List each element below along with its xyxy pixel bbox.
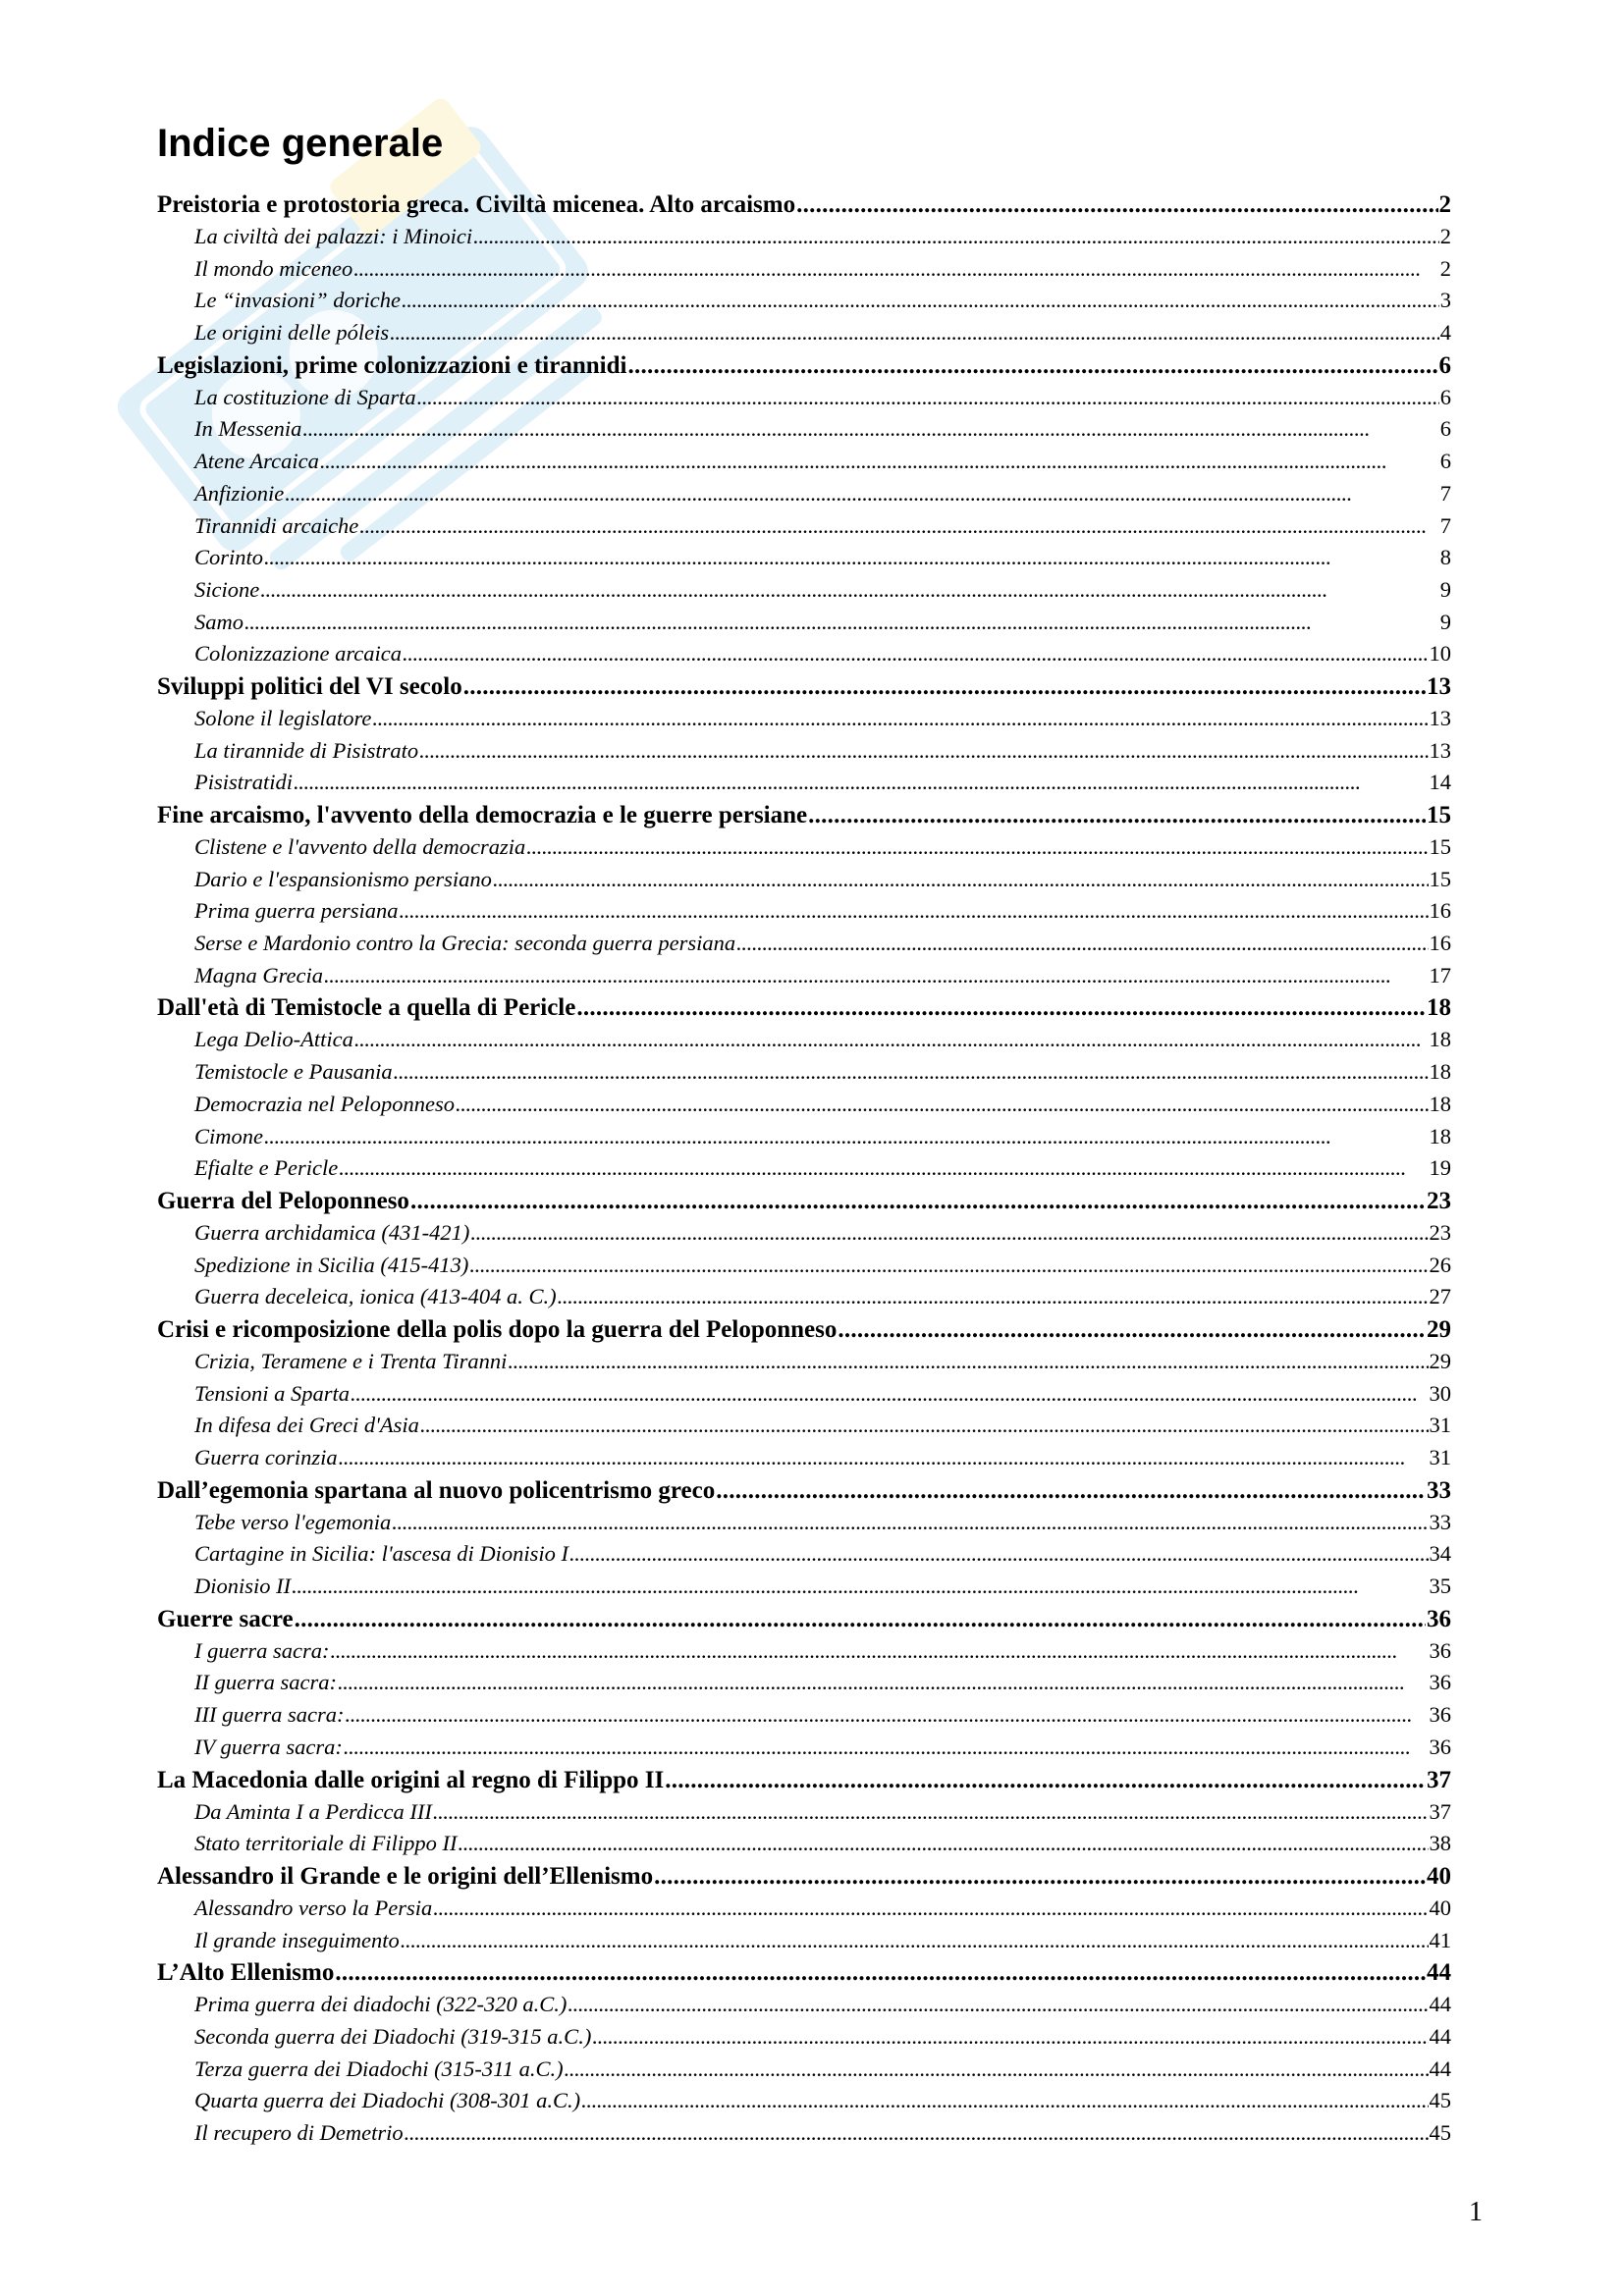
chapter-page-number: 13 [1427, 672, 1451, 700]
dot-leader [463, 670, 1426, 703]
chapter-title: Fine arcaismo, l'avvento della democrazia e le guerre persiane [157, 802, 808, 828]
chapter-title: Crisi e ricomposizione della polis dopo la guerra del Peloponneso [157, 1315, 838, 1343]
section-title: Atene Arcaica [194, 449, 319, 474]
toc-section-entry[interactable] [157, 1089, 1451, 1121]
toc-section-entry[interactable] [157, 446, 1451, 478]
dot-leader [665, 1764, 1426, 1796]
section-title: Democrazia nel Peloponneso [194, 1091, 455, 1116]
section-title: Corinto [194, 545, 264, 570]
dot-leader [392, 1507, 1428, 1539]
toc-section-entry[interactable] [157, 1571, 1451, 1603]
section-page-number: 36 [1429, 1734, 1451, 1759]
toc-chapter-entry[interactable] [157, 349, 1451, 382]
section-page-number: 13 [1429, 705, 1451, 730]
dot-leader [264, 542, 1439, 574]
section-page-number: 44 [1429, 1992, 1451, 2017]
dot-leader [417, 382, 1439, 414]
dot-leader [338, 1667, 1429, 1699]
section-page-number: 38 [1429, 1831, 1451, 1856]
section-title: Dionisio II [194, 1574, 292, 1599]
section-page-number: 36 [1429, 1637, 1451, 1663]
section-page-number: 44 [1429, 2056, 1451, 2081]
section-title: Magna Grecia [194, 962, 324, 988]
toc-section-entry[interactable] [157, 253, 1451, 286]
chapter-page-number: 29 [1427, 1315, 1451, 1343]
dot-leader [569, 1538, 1428, 1571]
toc-section-entry[interactable] [157, 413, 1451, 446]
dot-leader [353, 253, 1439, 286]
section-page-number: 34 [1429, 1541, 1451, 1567]
toc-section-entry[interactable] [157, 1217, 1451, 1250]
chapter-page-number: 15 [1427, 802, 1451, 828]
chapter-title: La Macedonia dalle origini al regno di Filippo II [157, 1766, 665, 1793]
section-page-number: 10 [1429, 641, 1451, 667]
section-page-number: 15 [1429, 834, 1451, 859]
section-title: Temistocle e Pausania [194, 1059, 393, 1085]
dot-leader [470, 1217, 1428, 1250]
toc-section-entry[interactable] [157, 1442, 1451, 1474]
toc-chapter-entry[interactable] [157, 799, 1451, 831]
dot-leader [294, 767, 1428, 799]
toc-section-entry[interactable] [157, 703, 1451, 735]
dot-leader [736, 928, 1428, 960]
toc-section-entry[interactable] [157, 1378, 1451, 1411]
section-title: Guerra corinzia [194, 1445, 338, 1469]
section-page-number: 2 [1439, 255, 1451, 281]
table-of-contents [157, 188, 1451, 2150]
section-title: Il recupero di Demetrio [194, 2120, 404, 2145]
toc-section-entry[interactable] [157, 510, 1451, 543]
toc-section-entry[interactable] [157, 2021, 1451, 2054]
chapter-page-number: 37 [1427, 1766, 1451, 1793]
section-title: Dario e l'espansionismo persiano [194, 866, 492, 891]
section-page-number: 40 [1429, 1895, 1451, 1920]
toc-section-entry[interactable] [157, 895, 1451, 928]
dot-leader [354, 1024, 1429, 1056]
toc-section-entry[interactable] [157, 2085, 1451, 2117]
section-page-number: 31 [1429, 1413, 1451, 1438]
section-title: Le “invasioni” doriche [194, 288, 402, 313]
toc-section-entry[interactable] [157, 607, 1451, 639]
toc-chapter-entry[interactable] [157, 1474, 1451, 1507]
chapter-page-number: 40 [1427, 1862, 1451, 1890]
toc-section-entry[interactable] [157, 1410, 1451, 1442]
toc-section-entry[interactable] [157, 767, 1451, 799]
section-title: La costituzione di Sparta [194, 384, 416, 409]
dot-leader [493, 864, 1429, 896]
toc-section-entry[interactable] [157, 831, 1451, 864]
section-title: Tirannidi arcaiche [194, 512, 359, 538]
section-page-number: 36 [1429, 1702, 1451, 1728]
dot-leader [456, 1089, 1429, 1121]
chapter-page-number: 33 [1427, 1476, 1451, 1504]
section-title: Solone il legislatore [194, 705, 372, 730]
dot-leader [394, 1056, 1429, 1089]
toc-section-entry[interactable] [157, 1828, 1451, 1860]
dot-leader [405, 2117, 1429, 2150]
section-page-number: 27 [1429, 1284, 1451, 1309]
toc-section-entry[interactable] [157, 285, 1451, 317]
section-title: IV guerra sacra: [194, 1734, 343, 1759]
section-title: Efialte e Pericle [194, 1155, 339, 1181]
section-page-number: 45 [1429, 2088, 1451, 2113]
section-page-number: 4 [1439, 320, 1451, 346]
section-title: Il mondo miceneo [194, 255, 353, 281]
toc-section-entry[interactable] [157, 1732, 1451, 1764]
section-page-number: 7 [1439, 512, 1451, 538]
toc-section-entry[interactable] [157, 382, 1451, 414]
dot-leader [330, 1635, 1428, 1668]
dot-leader [244, 607, 1439, 639]
section-page-number: 37 [1429, 1798, 1451, 1824]
chapter-title: Legislazioni, prime colonizzazioni e tirannidi [157, 351, 627, 379]
section-title: La civiltà dei palazzi: i Minoici [194, 224, 473, 248]
dot-leader [292, 1571, 1428, 1603]
section-page-number: 15 [1429, 866, 1451, 891]
toc-section-entry[interactable] [157, 1250, 1451, 1282]
dot-leader [716, 1474, 1426, 1507]
toc-section-entry[interactable] [157, 1893, 1451, 1925]
dot-leader [627, 349, 1437, 382]
section-page-number: 18 [1429, 1027, 1451, 1052]
section-title: Quarta guerra dei Diadochi (308-301 a.C.) [194, 2088, 581, 2113]
dot-leader [403, 638, 1428, 670]
dot-leader [838, 1313, 1426, 1346]
page-number: 1 [1469, 2197, 1483, 2227]
section-page-number: 41 [1429, 1927, 1451, 1952]
chapter-title: Dall’egemonia spartana al nuovo policentrismo greco [157, 1476, 716, 1504]
section-title: Spedizione in Sicilia (415-413) [194, 1252, 469, 1277]
toc-chapter-entry[interactable] [157, 1956, 1451, 1989]
section-page-number: 35 [1429, 1574, 1451, 1599]
section-page-number: 19 [1429, 1155, 1451, 1181]
section-title: Anfizionie [194, 480, 285, 506]
chapter-page-number: 23 [1427, 1187, 1451, 1214]
chapter-page-number: 18 [1427, 994, 1451, 1022]
section-title: In Messenia [194, 416, 302, 442]
section-page-number: 18 [1429, 1091, 1451, 1116]
section-page-number: 9 [1439, 609, 1451, 634]
section-page-number: 33 [1429, 1509, 1451, 1534]
section-title: Cimone [194, 1123, 263, 1148]
toc-section-entry[interactable] [157, 1635, 1451, 1668]
section-title: Pisistratidi [194, 770, 294, 795]
section-title: Alessandro verso la Persia [194, 1895, 433, 1920]
section-title: Tensioni a Sparta [194, 1380, 350, 1406]
section-title: In difesa dei Greci d'Asia [194, 1413, 419, 1438]
chapter-page-number: 6 [1438, 351, 1451, 379]
dot-leader [581, 2085, 1428, 2117]
section-page-number: 31 [1429, 1445, 1451, 1469]
section-page-number: 16 [1429, 931, 1451, 956]
toc-section-entry[interactable] [157, 1152, 1451, 1185]
section-page-number: 29 [1429, 1348, 1451, 1373]
dot-leader [469, 1250, 1428, 1282]
page-title: Indice generale [157, 122, 444, 165]
toc-section-entry[interactable] [157, 1667, 1451, 1699]
dot-leader [345, 1699, 1428, 1732]
chapter-title: Guerra del Peloponneso [157, 1187, 409, 1214]
toc-chapter-entry[interactable] [157, 1764, 1451, 1796]
toc-chapter-entry[interactable] [157, 1313, 1451, 1346]
section-page-number: 23 [1429, 1219, 1451, 1245]
dot-leader [410, 1185, 1426, 1217]
dot-leader [295, 1603, 1426, 1635]
dot-leader [285, 478, 1439, 510]
section-title: Crizia, Teramene e i Trenta Tiranni [194, 1348, 508, 1373]
dot-leader [654, 1860, 1426, 1893]
dot-leader [526, 831, 1428, 864]
section-title: Samo [194, 609, 243, 634]
dot-leader [320, 446, 1439, 478]
chapter-page-number: 2 [1438, 191, 1451, 218]
section-page-number: 44 [1429, 2023, 1451, 2049]
section-title: III guerra sacra: [194, 1702, 345, 1728]
section-title: Da Aminta I a Perdicca III [194, 1798, 432, 1824]
toc-section-entry[interactable] [157, 1281, 1451, 1313]
dot-leader [508, 1346, 1428, 1378]
section-title: Colonizzazione arcaica [194, 641, 403, 667]
section-title: Il grande inseguimento [194, 1927, 400, 1952]
toc-section-entry[interactable] [157, 221, 1451, 253]
section-title: Tebe verso l'egemonia [194, 1509, 392, 1534]
dot-leader [351, 1378, 1429, 1411]
section-page-number: 13 [1429, 737, 1451, 763]
chapter-page-number: 44 [1427, 1959, 1451, 1987]
toc-section-entry[interactable] [157, 1989, 1451, 2021]
section-page-number: 45 [1429, 2120, 1451, 2145]
toc-section-entry[interactable] [157, 1796, 1451, 1829]
toc-section-entry[interactable] [157, 317, 1451, 349]
chapter-page-number: 36 [1427, 1605, 1451, 1632]
dot-leader [264, 1121, 1429, 1153]
dot-leader [335, 1956, 1426, 1989]
toc-section-entry[interactable] [157, 1925, 1451, 1957]
section-title: Lega Delio-Attica [194, 1027, 353, 1052]
dot-leader [576, 991, 1426, 1024]
toc-section-entry[interactable] [157, 1699, 1451, 1732]
toc-section-entry[interactable] [157, 2117, 1451, 2150]
section-page-number: 6 [1439, 384, 1451, 409]
section-title: Cartagine in Sicilia: l'ascesa di Dionisio I [194, 1541, 569, 1567]
dot-leader [558, 1281, 1429, 1313]
dot-leader [796, 188, 1437, 221]
chapter-title: Sviluppi politici del VI secolo [157, 672, 462, 700]
section-title: Le origini delle póleis [194, 320, 390, 346]
section-page-number: 18 [1429, 1123, 1451, 1148]
section-title: Guerra archidamica (431-421) [194, 1219, 470, 1245]
section-title: Terza guerra dei Diadochi (315-311 a.C.) [194, 2056, 564, 2081]
section-page-number: 16 [1429, 898, 1451, 924]
toc-section-entry[interactable] [157, 574, 1451, 607]
toc-chapter-entry[interactable] [157, 991, 1451, 1024]
dot-leader [419, 735, 1428, 768]
section-title: Prima guerra persiana [194, 898, 399, 924]
section-page-number: 30 [1429, 1380, 1451, 1406]
section-title: Sicione [194, 576, 260, 602]
toc-section-entry[interactable] [157, 1024, 1451, 1056]
section-title: Stato territoriale di Filippo II [194, 1831, 458, 1856]
toc-section-entry[interactable] [157, 478, 1451, 510]
section-page-number: 9 [1439, 576, 1451, 602]
section-title: La tirannide di Pisistrato [194, 737, 419, 763]
toc-section-entry[interactable] [157, 1121, 1451, 1153]
chapter-title: Preistoria e protostoria greca. Civiltà micenea. Alto arcaismo [157, 191, 796, 218]
dot-leader [339, 1442, 1429, 1474]
dot-leader [260, 574, 1439, 607]
section-page-number: 8 [1439, 545, 1451, 570]
dot-leader [400, 895, 1429, 928]
dot-leader [390, 317, 1439, 349]
toc-chapter-entry[interactable] [157, 1185, 1451, 1217]
toc-section-entry[interactable] [157, 1507, 1451, 1539]
dot-leader [592, 2021, 1428, 2054]
toc-chapter-entry[interactable] [157, 670, 1451, 703]
section-title: Serse e Mardonio contro la Grecia: seconda guerra persiana [194, 931, 736, 956]
toc-section-entry[interactable] [157, 928, 1451, 960]
dot-leader [433, 1796, 1429, 1829]
section-page-number: 26 [1429, 1252, 1451, 1277]
section-page-number: 17 [1429, 962, 1451, 988]
dot-leader [568, 1989, 1428, 2021]
toc-section-entry[interactable] [157, 960, 1451, 992]
section-page-number: 36 [1429, 1670, 1451, 1695]
dot-leader [344, 1732, 1429, 1764]
toc-chapter-entry[interactable] [157, 188, 1451, 221]
chapter-title: Dall'età di Temistocle a quella di Pericle [157, 994, 576, 1022]
chapter-title: Alessandro il Grande e le origini dell’Ellenismo [157, 1862, 654, 1890]
section-page-number: 6 [1439, 449, 1451, 474]
section-title: II guerra sacra: [194, 1670, 337, 1695]
dot-leader [433, 1893, 1428, 1925]
section-title: Prima guerra dei diadochi (322-320 a.C.) [194, 1992, 568, 2017]
dot-leader [565, 2054, 1429, 2086]
toc-section-entry[interactable] [157, 542, 1451, 574]
section-title: Clistene e l'avvento della democrazia [194, 834, 526, 859]
section-page-number: 7 [1439, 480, 1451, 506]
section-title: Guerra deceleica, ionica (413-404 a. C.) [194, 1284, 557, 1309]
toc-chapter-entry[interactable] [157, 1603, 1451, 1635]
dot-leader [401, 1925, 1429, 1957]
toc-section-entry[interactable] [157, 1538, 1451, 1571]
section-page-number: 14 [1429, 770, 1451, 795]
dot-leader [372, 703, 1428, 735]
toc-section-entry[interactable] [157, 638, 1451, 670]
section-page-number: 18 [1429, 1059, 1451, 1085]
dot-leader [402, 285, 1439, 317]
toc-section-entry[interactable] [157, 864, 1451, 896]
toc-section-entry[interactable] [157, 1056, 1451, 1089]
toc-chapter-entry[interactable] [157, 1860, 1451, 1893]
dot-leader [359, 510, 1438, 543]
chapter-title: L’Alto Ellenismo [157, 1959, 335, 1987]
section-page-number: 6 [1439, 416, 1451, 442]
dot-leader [324, 960, 1428, 992]
chapter-title: Guerre sacre [157, 1605, 294, 1632]
dot-leader [302, 413, 1438, 446]
section-page-number: 2 [1439, 224, 1451, 248]
toc-section-entry[interactable] [157, 2054, 1451, 2086]
dot-leader [420, 1410, 1429, 1442]
dot-leader [458, 1828, 1428, 1860]
dot-leader [473, 221, 1439, 253]
section-title: Seconda guerra dei Diadochi (319-315 a.C.) [194, 2023, 592, 2049]
section-title: I guerra sacra: [194, 1637, 330, 1663]
toc-section-entry[interactable] [157, 735, 1451, 768]
dot-leader [808, 799, 1426, 831]
section-page-number: 3 [1439, 288, 1451, 313]
toc-section-entry[interactable] [157, 1346, 1451, 1378]
dot-leader [339, 1152, 1428, 1185]
